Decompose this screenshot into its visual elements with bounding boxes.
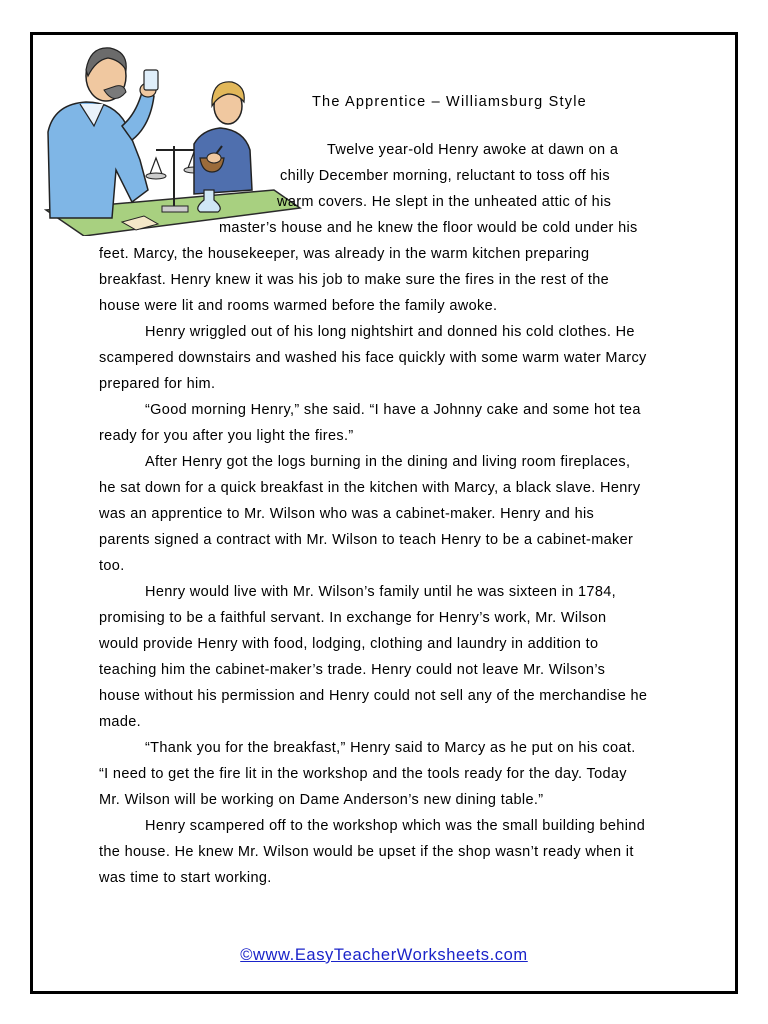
story-line: Henry scampered off to the workshop which was the small building behind — [145, 818, 646, 834]
story-line: prepared for him. — [99, 376, 216, 392]
story-line: breakfast. Henry knew it was his job to make sure the fires in the rest of the — [99, 272, 610, 288]
footer — [0, 946, 768, 965]
story-line: house without his permission and Henry could not sell any of the merchandise he — [99, 688, 648, 704]
story-line: master’s house and he knew the floor would be cold under his — [219, 220, 638, 236]
story-line: “Good morning Henry,” she said. “I have a Johnny cake and some hot tea — [145, 402, 641, 418]
story-line: ready for you after you light the fires.” — [99, 428, 354, 444]
website-link[interactable]: ©www.EasyTeacherWorksheets.com — [240, 946, 528, 964]
story-line: “I need to get the fire lit in the workshop and the tools ready for the day. Today — [99, 766, 627, 782]
story-line: parents signed a contract with Mr. Wilson to teach Henry to be a cabinet-maker — [99, 532, 634, 548]
story-line: the house. He knew Mr. Wilson would be upset if the shop wasn’t ready when it — [99, 844, 634, 860]
story-line: made. — [99, 714, 142, 730]
story-line: Henry would live with Mr. Wilson’s family until he was sixteen in 1784, — [145, 584, 617, 600]
story-line: teaching him the cabinet-maker’s trade. Henry could not leave Mr. Wilson’s — [99, 662, 606, 678]
story-line: “Thank you for the breakfast,” Henry said to Marcy as he put on his coat. — [145, 740, 636, 756]
story-line: was an apprentice to Mr. Wilson who was a cabinet-maker. Henry and his — [99, 506, 595, 522]
story-line: was time to start working. — [99, 870, 272, 886]
story-line: too. — [99, 558, 125, 574]
story-line: would provide Henry with food, lodging, clothing and laundry in addition to — [99, 636, 599, 652]
apprentice-illustration — [44, 40, 304, 236]
story-line: Twelve year-old Henry awoke at dawn on a — [327, 142, 619, 158]
story-line: chilly December morning, reluctant to toss off his — [280, 168, 610, 184]
story-line: After Henry got the logs burning in the dining and living room fireplaces, — [145, 454, 631, 470]
worksheet-title: The Apprentice – Williamsburg Style — [312, 94, 587, 110]
story-line: he sat down for a quick breakfast in the kitchen with Marcy, a black slave. Henry — [99, 480, 641, 496]
story-line: warm covers. He slept in the unheated attic of his — [277, 194, 612, 210]
story-line: promising to be a faithful servant. In exchange for Henry’s work, Mr. Wilson — [99, 610, 607, 626]
story-line: Henry wriggled out of his long nightshirt and donned his cold clothes. He — [145, 324, 635, 340]
story-line: house were lit and rooms warmed before the family awoke. — [99, 298, 498, 314]
story-line: feet. Marcy, the housekeeper, was already in the warm kitchen preparing — [99, 246, 590, 262]
story-line: Mr. Wilson will be working on Dame Anderson’s new dining table.” — [99, 792, 544, 808]
story-line: scampered downstairs and washed his face quickly with some warm water Marcy — [99, 350, 647, 366]
